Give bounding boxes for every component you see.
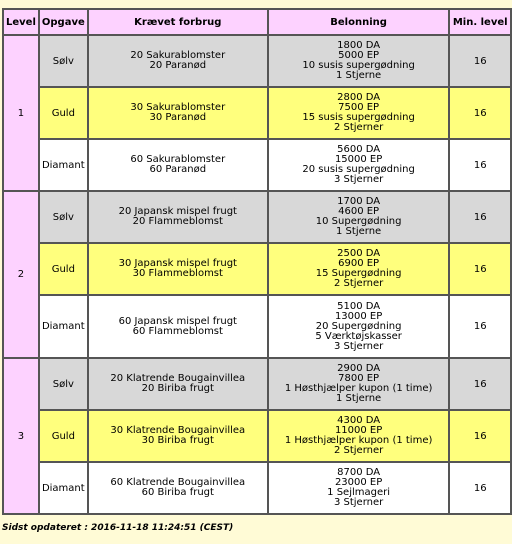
required-line: 30 Biriba frugt bbox=[141, 435, 214, 446]
reward-cell bbox=[268, 243, 450, 295]
required-cell bbox=[88, 191, 268, 243]
reward-line: 5 Værktøjskasser bbox=[315, 330, 402, 342]
required-line: 60 Japansk mispel frugt bbox=[118, 315, 237, 327]
reward-line: 23000 EP bbox=[334, 477, 383, 488]
reward-line: 6900 EP bbox=[338, 258, 380, 269]
required-line: 60 Paranød bbox=[149, 164, 207, 175]
header-required: Krævet forbrug bbox=[88, 9, 268, 35]
header-reward: Belonning bbox=[268, 9, 450, 35]
required-line: 20 Paranød bbox=[149, 60, 207, 71]
reward-line: 5000 EP bbox=[338, 50, 380, 61]
level-cell: 2 bbox=[3, 191, 39, 358]
reward-line: 2800 DA bbox=[337, 92, 381, 103]
header-min-level: Min. level bbox=[449, 9, 511, 35]
level-cell: 3 bbox=[3, 358, 39, 514]
reward-line: 10 Supergødning bbox=[315, 216, 402, 227]
reward-line: 3 Stjerner bbox=[333, 497, 384, 508]
reward-line: 5100 DA bbox=[337, 300, 381, 312]
min-level-cell: 16 bbox=[449, 295, 511, 358]
reward-line: 2 Stjerner bbox=[333, 278, 384, 289]
required-line: 30 Flammeblomst bbox=[132, 268, 223, 279]
task-cell: Guld bbox=[39, 243, 88, 295]
reward-line: 2900 DA bbox=[337, 363, 381, 374]
reward-line: 13000 EP bbox=[334, 310, 383, 322]
min-level-cell: 16 bbox=[449, 410, 511, 462]
reward-line: 11000 EP bbox=[334, 425, 383, 436]
table-row bbox=[3, 243, 511, 295]
reward-line: 1 Stjerne bbox=[336, 70, 382, 81]
rewards-table bbox=[2, 8, 512, 515]
reward-line: 1700 DA bbox=[337, 196, 381, 207]
task-cell: Diamant bbox=[39, 139, 88, 191]
required-line: 20 Biriba frugt bbox=[141, 383, 214, 394]
task-cell: Diamant bbox=[39, 295, 88, 358]
level-cell: 1 bbox=[3, 35, 39, 191]
table-row bbox=[3, 462, 511, 514]
reward-line: 20 Supergødning bbox=[315, 320, 402, 332]
required-cell bbox=[88, 139, 268, 191]
table-row bbox=[3, 87, 511, 139]
reward-line: 4300 DA bbox=[337, 415, 381, 426]
required-line: 20 Japansk mispel frugt bbox=[118, 206, 237, 217]
reward-line: 3 Stjerner bbox=[333, 340, 384, 352]
reward-line: 2 Stjerner bbox=[333, 445, 384, 456]
table-row bbox=[3, 139, 511, 191]
required-cell bbox=[88, 410, 268, 462]
min-level-cell: 16 bbox=[449, 358, 511, 410]
required-line: 20 Sakurablomster bbox=[130, 50, 226, 61]
reward-cell bbox=[268, 410, 450, 462]
task-cell: Sølv bbox=[39, 35, 88, 87]
reward-cell bbox=[268, 295, 450, 358]
reward-line: 15 Supergødning bbox=[315, 268, 402, 279]
required-line: 30 Klatrende Bougainvillea bbox=[110, 425, 246, 436]
reward-cell bbox=[268, 191, 450, 243]
min-level-cell: 16 bbox=[449, 243, 511, 295]
table-row bbox=[3, 191, 511, 243]
reward-line: 7500 EP bbox=[338, 102, 380, 113]
reward-cell bbox=[268, 87, 450, 139]
required-cell bbox=[88, 462, 268, 514]
reward-line: 1 Høsthjælper kupon (1 time) bbox=[284, 435, 433, 446]
required-line: 30 Japansk mispel frugt bbox=[118, 258, 237, 269]
task-cell: Diamant bbox=[39, 462, 88, 514]
reward-line: 1 Stjerne bbox=[336, 226, 382, 237]
reward-line: 1800 DA bbox=[337, 40, 381, 51]
min-level-cell: 16 bbox=[449, 87, 511, 139]
min-level-cell: 16 bbox=[449, 139, 511, 191]
reward-line: 20 susis supergødning bbox=[302, 164, 415, 175]
task-cell: Guld bbox=[39, 410, 88, 462]
required-line: 60 Biriba frugt bbox=[141, 487, 214, 498]
reward-cell bbox=[268, 139, 450, 191]
header-task: Opgave bbox=[39, 9, 88, 35]
reward-cell bbox=[268, 462, 450, 514]
reward-line: 5600 DA bbox=[337, 144, 381, 155]
required-line: 60 Sakurablomster bbox=[130, 154, 226, 165]
reward-line: 3 Stjerner bbox=[333, 174, 384, 185]
last-updated-text: Sidst opdateret : 2016-11-18 11:24:51 (CEST) bbox=[2, 523, 234, 533]
reward-line: 2500 DA bbox=[337, 248, 381, 259]
reward-cell bbox=[268, 35, 450, 87]
reward-line: 8700 DA bbox=[337, 467, 381, 478]
task-cell: Sølv bbox=[39, 191, 88, 243]
required-line: 20 Flammeblomst bbox=[132, 216, 223, 227]
table-row bbox=[3, 295, 511, 358]
required-line: 60 Flammeblomst bbox=[132, 325, 223, 337]
required-line: 60 Klatrende Bougainvillea bbox=[110, 477, 246, 488]
reward-line: 2 Stjerner bbox=[333, 122, 384, 133]
table-row bbox=[3, 35, 511, 87]
required-cell bbox=[88, 87, 268, 139]
required-line: 20 Klatrende Bougainvillea bbox=[110, 373, 246, 384]
required-line: 30 Sakurablomster bbox=[130, 102, 226, 113]
table-row bbox=[3, 410, 511, 462]
reward-line: 10 susis supergødning bbox=[302, 60, 415, 71]
reward-line: 1 Høsthjælper kupon (1 time) bbox=[284, 383, 433, 394]
min-level-cell: 16 bbox=[449, 191, 511, 243]
required-line: 30 Paranød bbox=[149, 112, 207, 123]
reward-line: 1 Sejlmageri bbox=[327, 487, 391, 498]
min-level-cell: 16 bbox=[449, 462, 511, 514]
min-level-cell: 16 bbox=[449, 35, 511, 87]
header-level: Level bbox=[3, 9, 39, 35]
reward-line: 7800 EP bbox=[338, 373, 380, 384]
task-cell: Sølv bbox=[39, 358, 88, 410]
reward-line: 1 Stjerne bbox=[336, 393, 382, 404]
required-cell bbox=[88, 358, 268, 410]
reward-line: 15000 EP bbox=[334, 154, 383, 165]
required-cell bbox=[88, 295, 268, 358]
required-cell bbox=[88, 35, 268, 87]
header-row bbox=[3, 9, 511, 35]
reward-line: 4600 EP bbox=[338, 206, 380, 217]
required-cell bbox=[88, 243, 268, 295]
task-cell: Guld bbox=[39, 87, 88, 139]
reward-cell bbox=[268, 358, 450, 410]
reward-line: 15 susis supergødning bbox=[302, 112, 415, 123]
table-row bbox=[3, 358, 511, 410]
